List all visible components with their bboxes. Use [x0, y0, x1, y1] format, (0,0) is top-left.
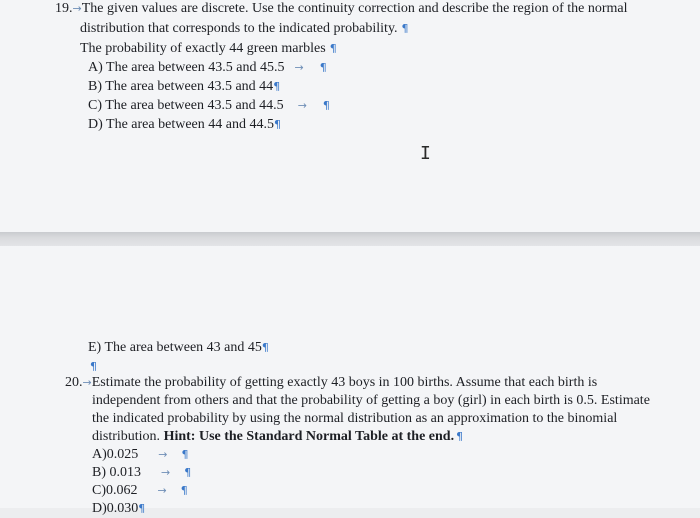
q19-stem-line1	[55, 0, 628, 18]
q20-line4	[92, 428, 463, 446]
q20-line2	[92, 392, 650, 410]
option-text: The area between 44 and 44.5	[106, 117, 274, 132]
option-letter: B)	[92, 465, 106, 480]
q20-line3	[92, 410, 617, 428]
pilcrow-icon: ¶	[456, 430, 464, 443]
option-text: The area between 43.5 and 44	[105, 79, 274, 94]
q20-number: 20.	[65, 375, 83, 390]
option-letter: A)	[92, 447, 107, 462]
q19-number: 19.	[55, 1, 73, 16]
q20-text4: distribution.	[92, 429, 164, 444]
q19-option-e[interactable]	[88, 339, 269, 357]
q19-option-c[interactable]	[88, 97, 330, 115]
pilcrow-icon: ¶	[401, 22, 409, 35]
q19-stem-text1: The given values are discrete. Use the continuity correction and describe the region of the normal	[81, 1, 628, 16]
q20-option-b[interactable]	[92, 464, 191, 482]
q20-text2: independent from others and that the probability of getting a boy (girl) in each birth is 0.5. Estimate	[92, 393, 650, 408]
q20-line1	[65, 374, 597, 392]
option-text: 0.030	[106, 501, 139, 516]
q19-prompt-text: The probability of exactly 44 green marbles	[80, 41, 326, 56]
tab-arrow-icon: →	[297, 99, 307, 112]
option-letter: A)	[88, 60, 103, 75]
q20-text3: the indicated probability by using the normal distribution as an approximation to the binomial	[92, 411, 618, 426]
document-page-bottom	[0, 246, 700, 516]
document-page-top	[0, 0, 700, 232]
pilcrow-icon: ¶	[329, 42, 337, 55]
q19-option-b[interactable]	[88, 78, 280, 96]
pilcrow-icon: ¶	[181, 448, 189, 461]
option-text: 0.062	[106, 483, 138, 498]
pilcrow-icon: ¶	[273, 118, 281, 131]
page-break	[0, 232, 700, 246]
q20-option-c[interactable]	[92, 482, 188, 500]
q20-text1: Estimate the probability of getting exactly 43 boys in 100 births. Assume that each birth is	[91, 375, 598, 390]
tab-arrow-icon: →	[82, 376, 92, 389]
tab-arrow-icon: →	[158, 448, 168, 461]
pilcrow-icon: ¶	[90, 360, 97, 373]
pilcrow-icon: ¶	[273, 80, 281, 93]
option-text: The area between 43.5 and 44.5	[105, 98, 284, 113]
option-text: The area between 43 and 45	[104, 340, 262, 355]
pilcrow-icon: ¶	[138, 502, 146, 515]
q19-option-a[interactable]	[88, 59, 327, 77]
option-text: 0.025	[106, 447, 139, 462]
q19-stem-text2: distribution that corresponds to the indicated probability.	[80, 21, 398, 36]
tab-arrow-icon: →	[157, 484, 167, 497]
tab-arrow-icon: →	[294, 61, 304, 74]
option-letter: C)	[92, 483, 106, 498]
q19-prompt	[80, 40, 337, 58]
option-letter: D)	[88, 117, 103, 132]
pilcrow-icon: ¶	[180, 484, 188, 497]
option-letter: E)	[88, 340, 102, 355]
pilcrow-icon: ¶	[184, 466, 192, 479]
text-cursor-icon: I	[420, 143, 431, 164]
q20-hint: Hint: Use the Standard Normal Table at the end.	[163, 429, 455, 444]
tab-arrow-icon: →	[72, 2, 82, 15]
tab-arrow-icon: →	[161, 466, 171, 479]
q19-stem-line2	[80, 20, 409, 38]
q19-option-d[interactable]	[88, 116, 281, 134]
q20-option-a[interactable]	[92, 446, 189, 464]
option-letter: D)	[92, 501, 107, 516]
pilcrow-icon: ¶	[319, 61, 327, 74]
option-letter: B)	[88, 79, 102, 94]
pilcrow-icon: ¶	[261, 341, 269, 354]
q20-option-d[interactable]	[92, 500, 145, 518]
pilcrow-icon: ¶	[322, 99, 330, 112]
option-text: The area between 43.5 and 45.5	[106, 60, 285, 75]
option-letter: C)	[88, 98, 102, 113]
option-text: 0.013	[109, 465, 141, 480]
